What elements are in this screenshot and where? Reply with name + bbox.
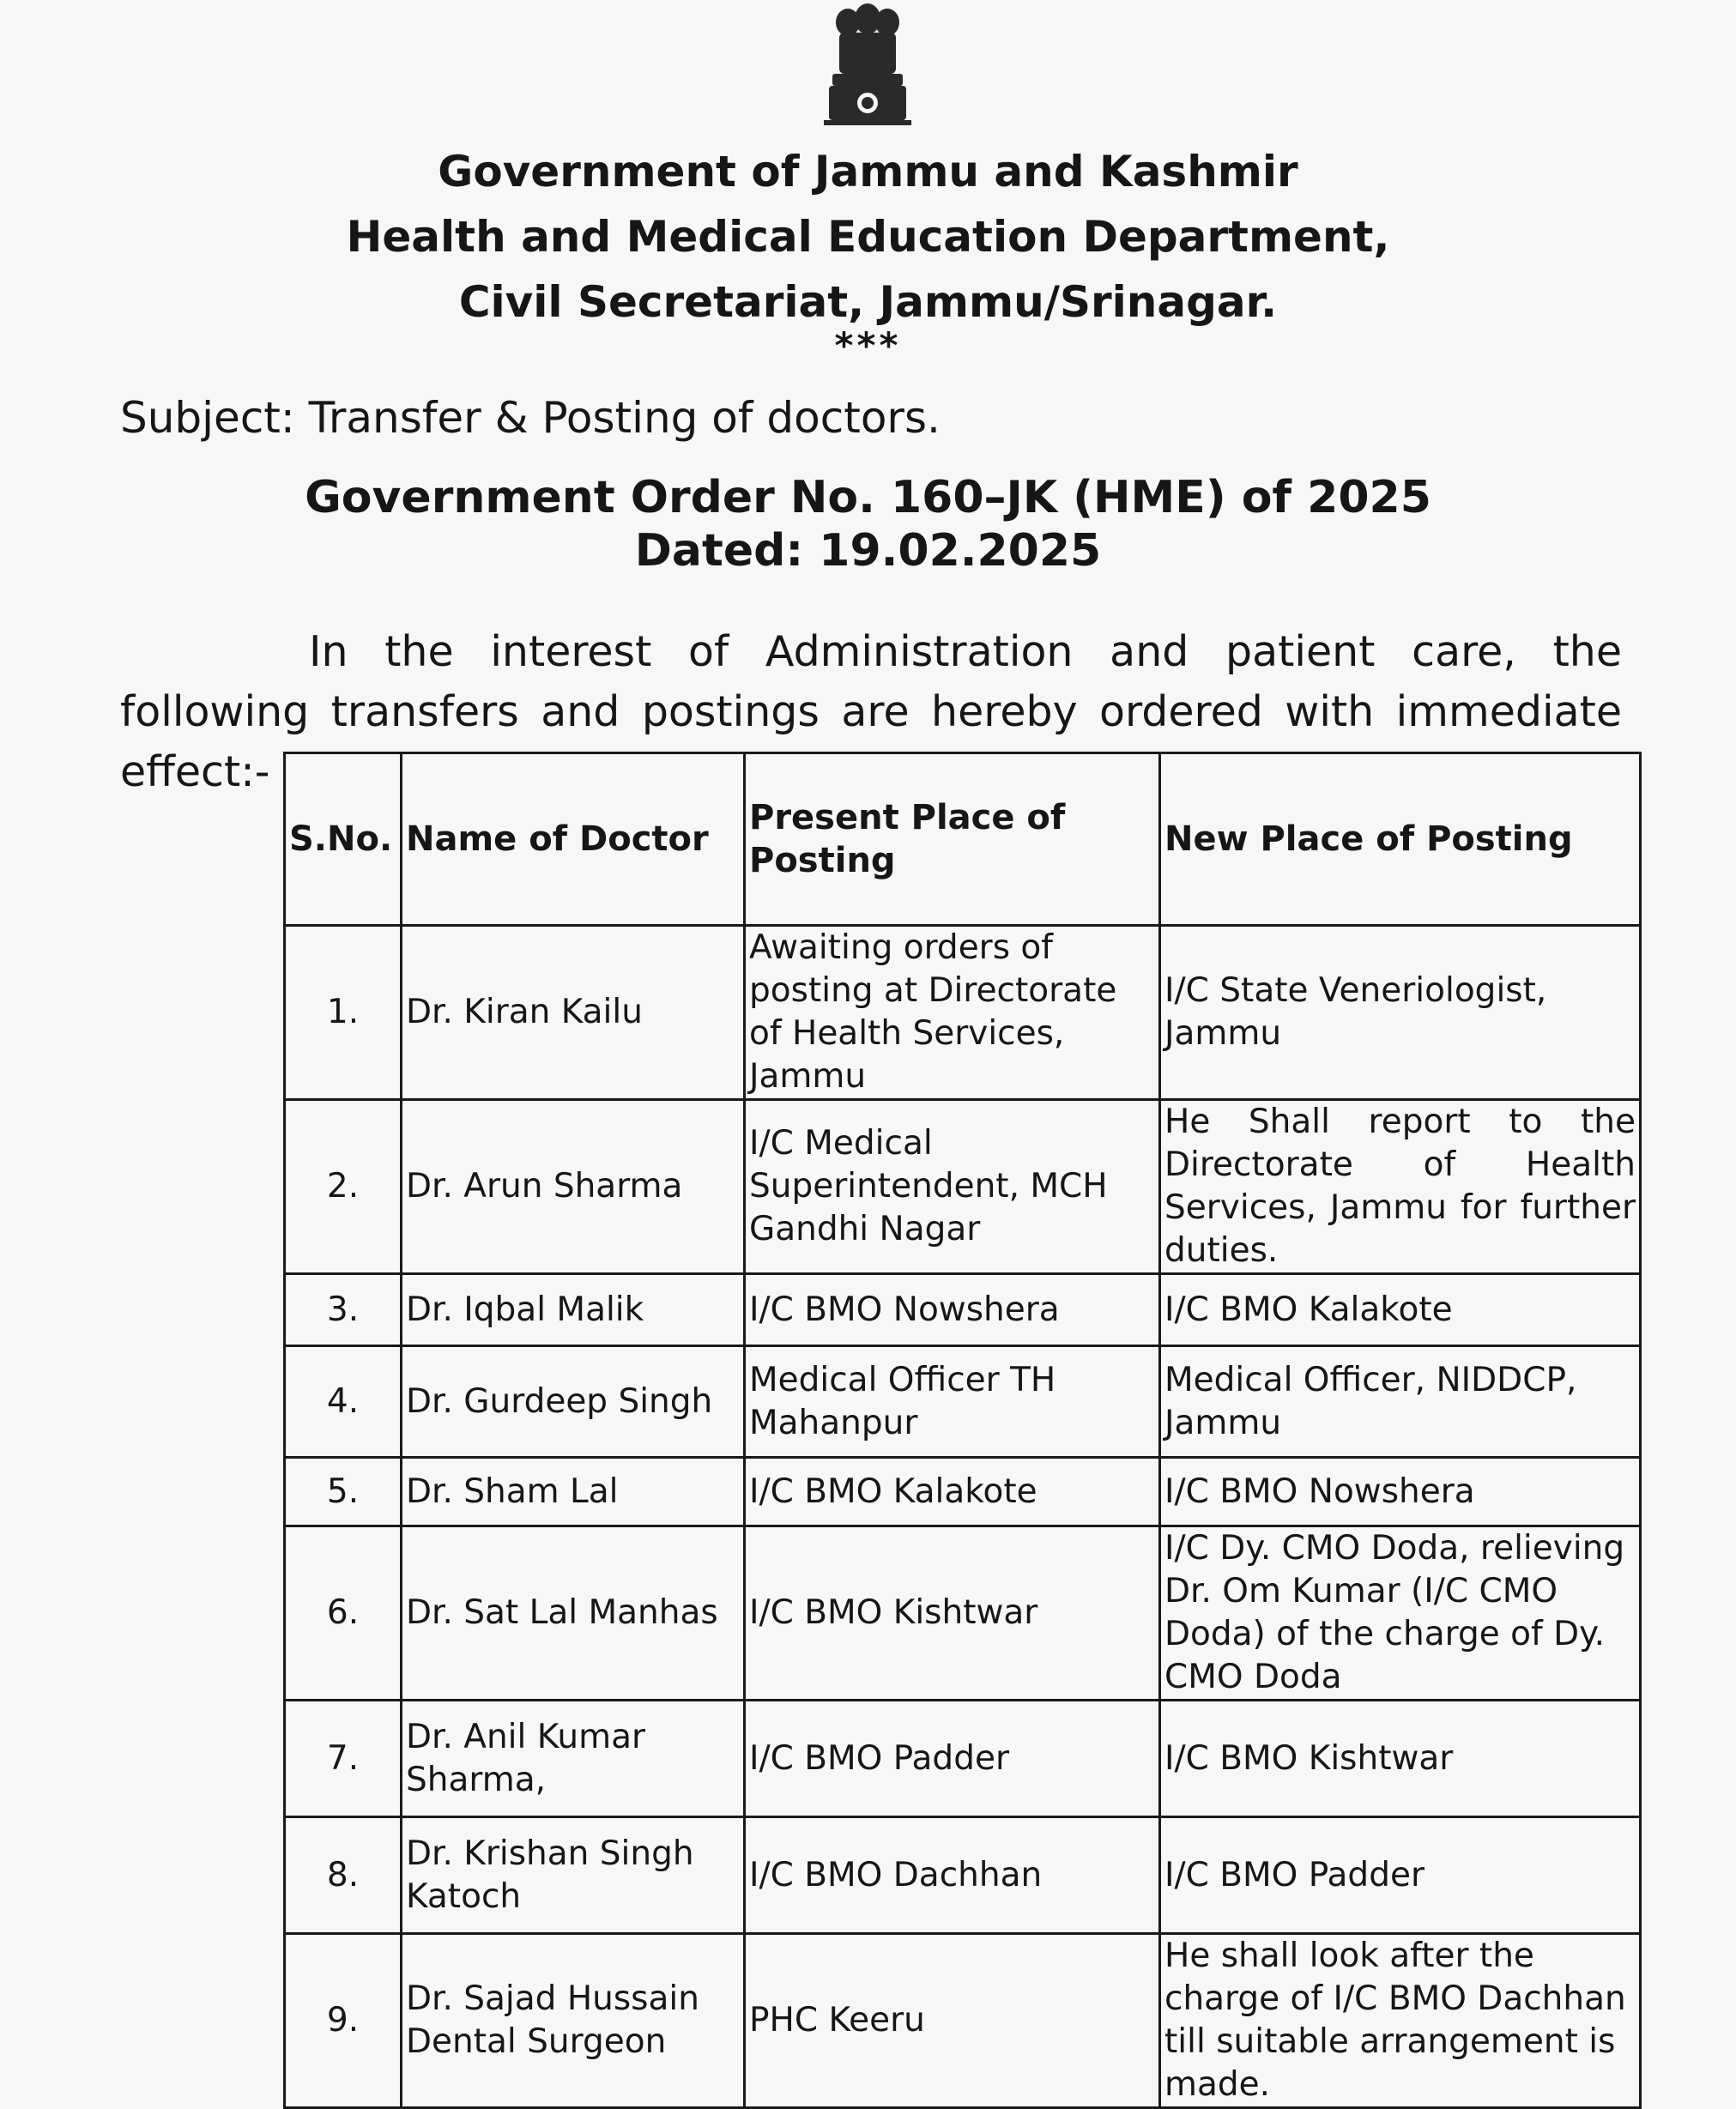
- cell-sno: 7.: [285, 1701, 402, 1817]
- intro-paragraph: In the interest of Administration and patient care, the following transfers and postings are hereby ordered with immediate effect:-: [120, 627, 1622, 796]
- cell-new: He shall look after the charge of I/C BMO Dachhan till suitable arrangement is made.: [1160, 1934, 1641, 2108]
- header-separator: ***: [834, 324, 902, 366]
- cell-name: Dr. Sat Lal Manhas: [402, 1526, 745, 1701]
- header-department: Health and Medical Education Department,: [346, 212, 1390, 262]
- cell-name: Dr. Kiran Kailu: [402, 926, 745, 1100]
- table-row: [285, 1817, 1641, 1934]
- table-row: [285, 1934, 1641, 2108]
- ashoka-emblem-icon: [817, 0, 918, 129]
- cell-name: Dr. Sham Lal: [402, 1458, 745, 1526]
- cell-new: Medical Officer, NIDDCP, Jammu: [1160, 1346, 1641, 1458]
- header-sno: S.No.: [285, 753, 402, 926]
- cell-present: Medical Officer TH Mahanpur: [745, 1346, 1160, 1458]
- cell-new: I/C BMO Kalakote: [1160, 1274, 1641, 1346]
- cell-sno: 8.: [285, 1817, 402, 1934]
- header-new-posting: New Place of Posting: [1160, 753, 1641, 926]
- table-row: [285, 1701, 1641, 1817]
- order-number: Government Order No. 160–JK (HME) of 2025: [305, 472, 1431, 523]
- cell-present: Awaiting orders of posting at Directorate of Health Services, Jammu: [745, 926, 1160, 1100]
- cell-present: I/C BMO Kishtwar: [745, 1526, 1160, 1701]
- cell-present: I/C BMO Dachhan: [745, 1817, 1160, 1934]
- cell-new: I/C Dy. CMO Doda, relieving Dr. Om Kumar (I/C CMO Doda) of the charge of Dy. CMO Doda: [1160, 1526, 1641, 1701]
- cell-present: I/C BMO Kalakote: [745, 1458, 1160, 1526]
- cell-new: I/C BMO Kishtwar: [1160, 1701, 1641, 1817]
- table-row: [285, 1346, 1641, 1458]
- cell-name: Dr. Anil Kumar Sharma,: [402, 1701, 745, 1817]
- cell-present: I/C BMO Nowshera: [745, 1274, 1160, 1346]
- cell-sno: 1.: [285, 926, 402, 1100]
- header-government: Government of Jammu and Kashmir: [438, 147, 1298, 196]
- cell-sno: 9.: [285, 1934, 402, 2108]
- table-row: [285, 926, 1641, 1100]
- cell-sno: 5.: [285, 1458, 402, 1526]
- cell-sno: 2.: [285, 1100, 402, 1274]
- cell-present: PHC Keeru: [745, 1934, 1160, 2108]
- cell-name: Dr. Iqbal Malik: [402, 1274, 745, 1346]
- cell-name: Dr. Sajad Hussain Dental Surgeon: [402, 1934, 745, 2108]
- cell-name: Dr. Arun Sharma: [402, 1100, 745, 1274]
- order-date: Dated: 19.02.2025: [634, 525, 1102, 577]
- cell-sno: 4.: [285, 1346, 402, 1458]
- cell-new: I/C State Veneriologist, Jammu: [1160, 926, 1641, 1100]
- department-header: [0, 139, 1736, 335]
- table-row: [285, 1526, 1641, 1701]
- header-secretariat: Civil Secretariat, Jammu/Srinagar.: [458, 277, 1278, 327]
- header-name: Name of Doctor: [402, 753, 745, 926]
- cell-present: I/C BMO Padder: [745, 1701, 1160, 1817]
- cell-sno: 6.: [285, 1526, 402, 1701]
- postings-table: [283, 752, 1642, 2109]
- cell-new: I/C BMO Padder: [1160, 1817, 1641, 1934]
- header-present-posting: Present Place of Posting: [745, 753, 1160, 926]
- table-header-row: [285, 753, 1641, 926]
- cell-new: I/C BMO Nowshera: [1160, 1458, 1641, 1526]
- cell-name: Dr. Krishan Singh Katoch: [402, 1817, 745, 1934]
- table-row: [285, 1274, 1641, 1346]
- cell-sno: 3.: [285, 1274, 402, 1346]
- cell-present: I/C Medical Superintendent, MCH Gandhi Nagar: [745, 1100, 1160, 1274]
- cell-name: Dr. Gurdeep Singh: [402, 1346, 745, 1458]
- table-row: [285, 1100, 1641, 1274]
- cell-new: He Shall report to the Directorate of Health Services, Jammu for further duties.: [1160, 1100, 1641, 1274]
- table-row: [285, 1458, 1641, 1526]
- subject-line: Subject: Transfer & Posting of doctors.: [120, 393, 941, 443]
